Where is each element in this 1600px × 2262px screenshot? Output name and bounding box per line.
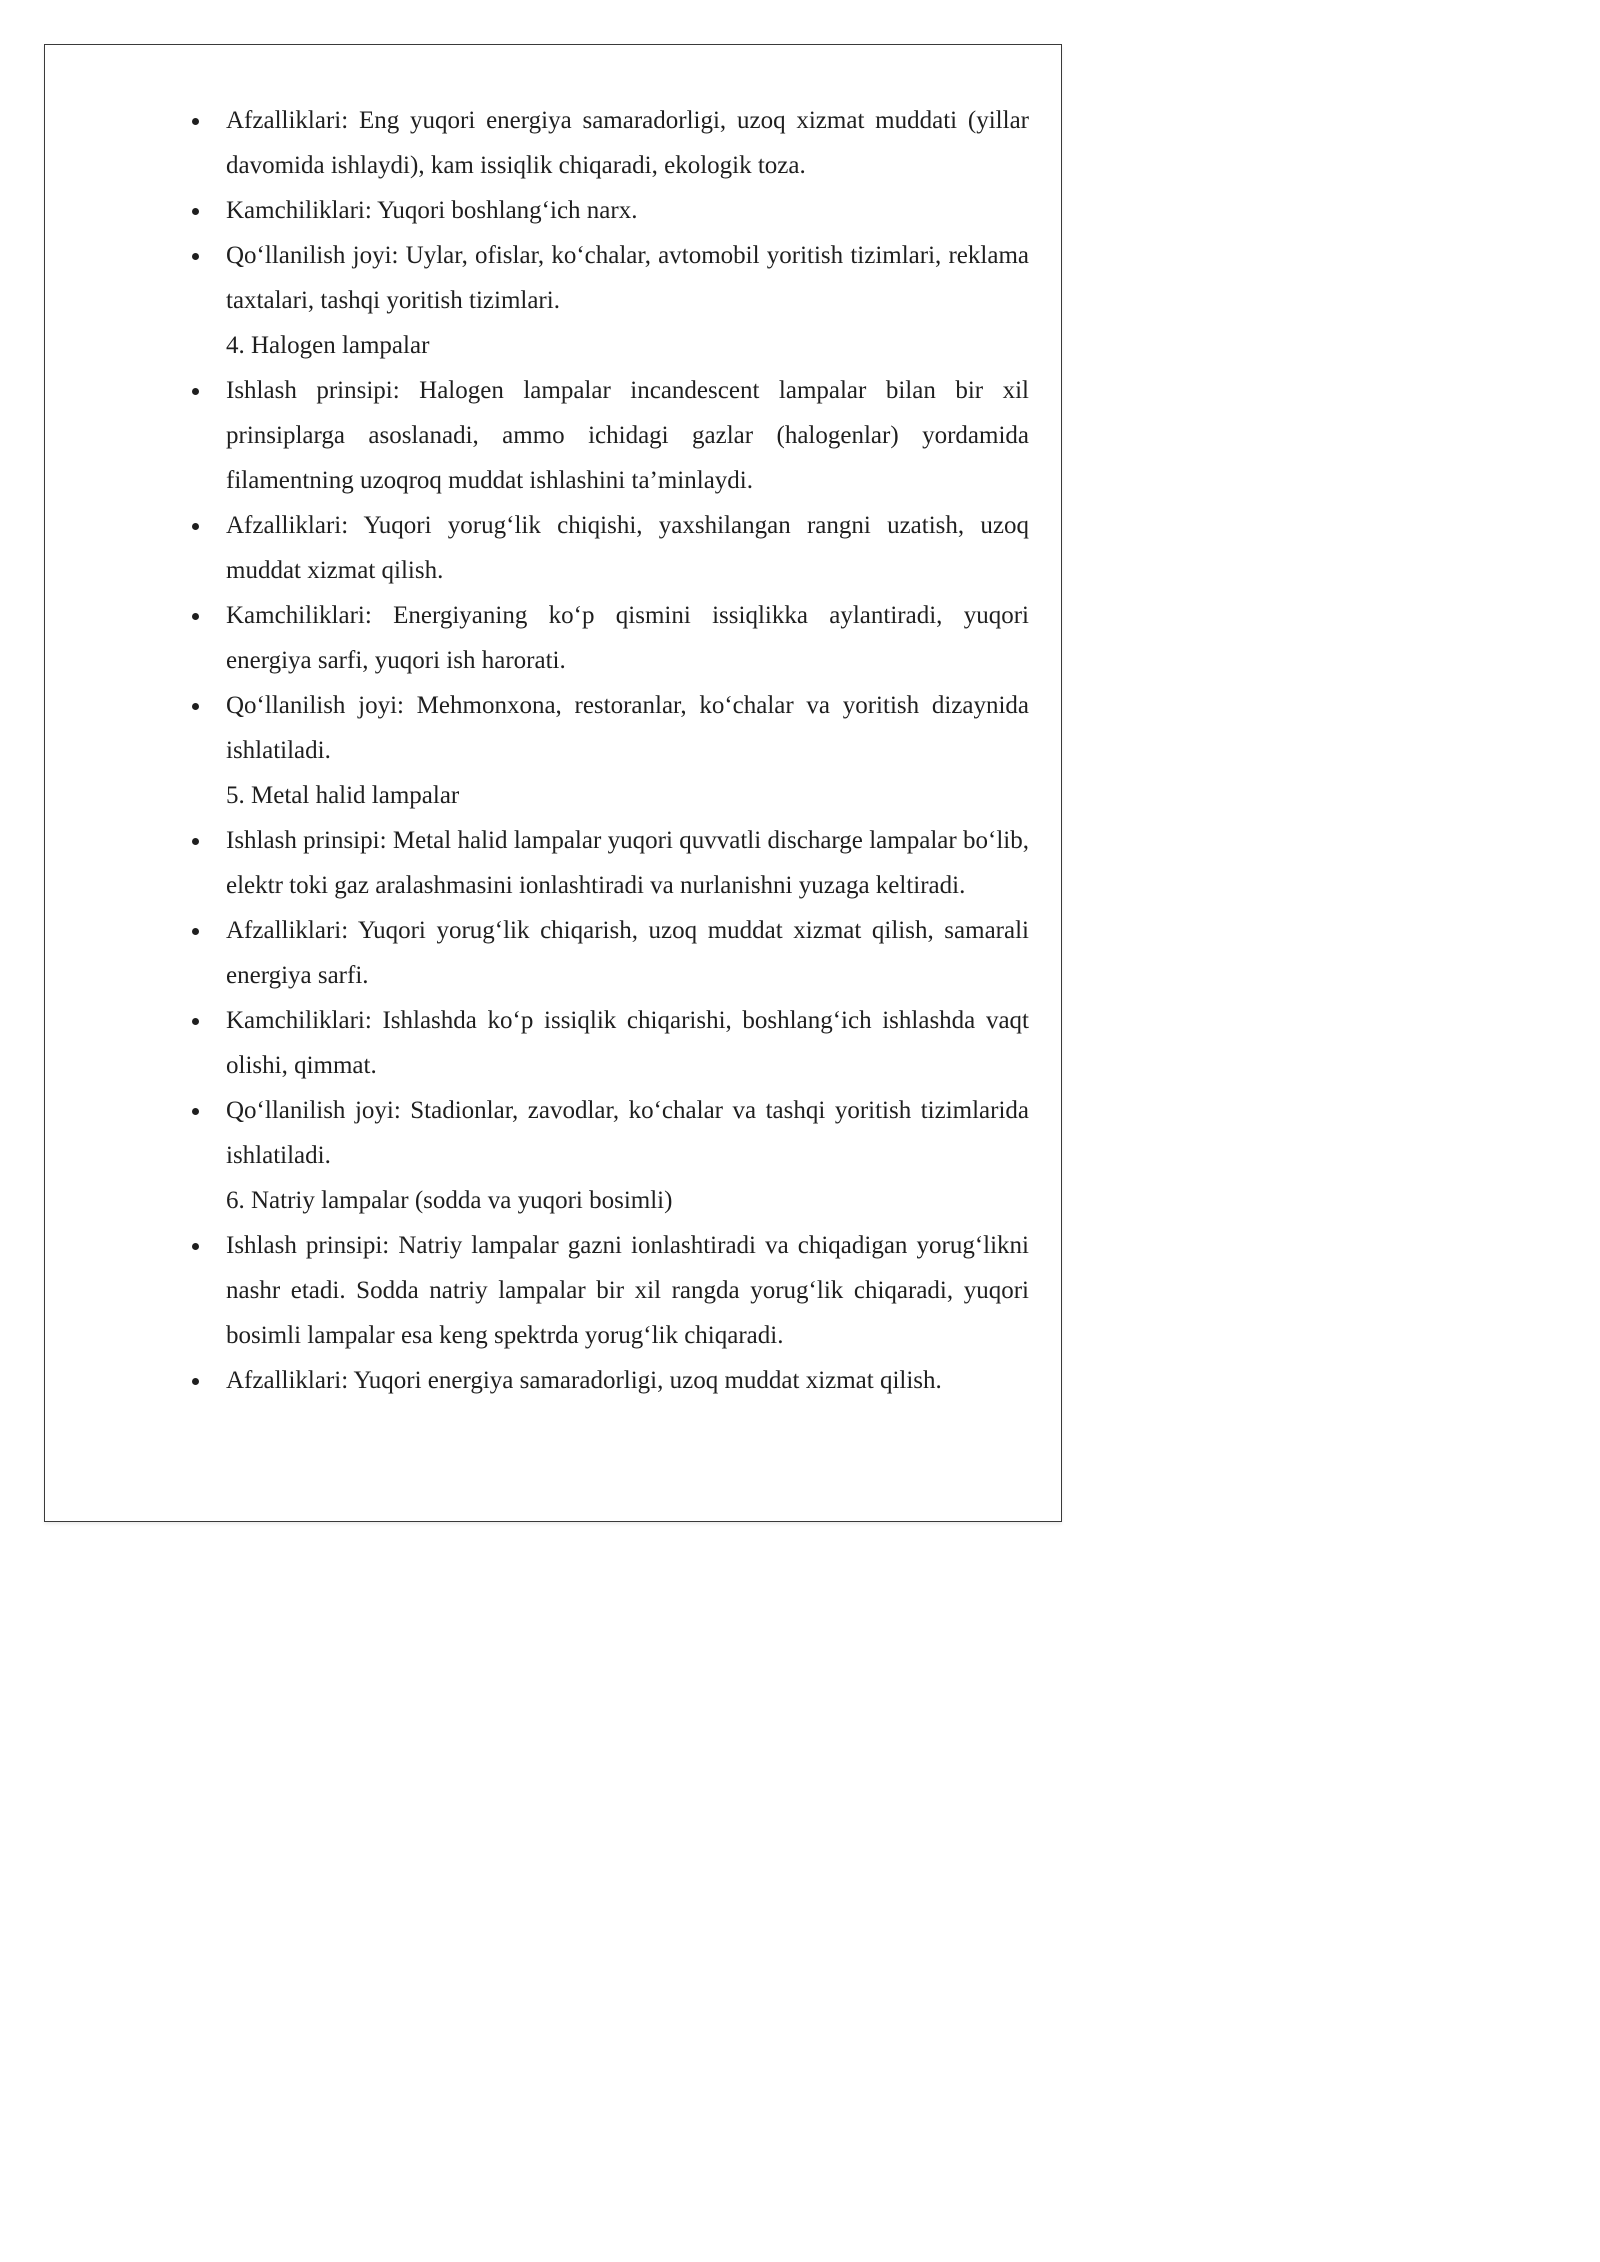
bullet-icon xyxy=(192,368,204,413)
list-item xyxy=(45,1358,1061,1403)
bullet-icon xyxy=(192,1358,204,1403)
paragraph-text: Afzalliklari: Yuqori energiya samaradorligi, uzoq muddat xizmat qilish. xyxy=(226,1367,942,1394)
section-heading: 6. Natriy lampalar (sodda va yuqori bosimli) xyxy=(226,1187,673,1214)
section-heading: 5. Metal halid lampalar xyxy=(226,782,460,809)
list-item xyxy=(45,908,1061,998)
list-item xyxy=(45,1223,1061,1358)
bullet-icon xyxy=(192,683,204,728)
paragraph-text: Kamchiliklari: Ishlashda ko‘p issiqlik chiqarishi, boshlang‘ich ishlashda vaqt olishi, qimmat. xyxy=(226,1007,1029,1079)
bullet-icon xyxy=(192,98,204,143)
document-page xyxy=(44,44,1062,1522)
paragraph-text: Qo‘llanilish joyi: Uylar, ofislar, ko‘chalar, avtomobil yoritish tizimlari, reklama taxtalari, tashqi yoritish tizimlari. xyxy=(226,242,1029,314)
bullet-icon xyxy=(192,1088,204,1133)
list-item xyxy=(45,233,1061,323)
paragraph-text: Ishlash prinsipi: Metal halid lampalar yuqori quvvatli discharge lampalar bo‘lib, elektr toki gaz aralashmasini ionlashtiradi va nurlanishni yuzaga keltiradi. xyxy=(226,827,1029,899)
paragraph-text: Kamchiliklari: Yuqori boshlang‘ich narx. xyxy=(226,197,638,224)
section-heading: 4. Halogen lampalar xyxy=(226,332,430,359)
list-item xyxy=(45,818,1061,908)
paragraph-text: Qo‘llanilish joyi: Mehmonxona, restoranlar, ko‘chalar va yoritish dizaynida ishlatiladi. xyxy=(226,692,1029,764)
bullet-icon xyxy=(192,233,204,278)
list-item xyxy=(45,593,1061,683)
bullet-icon xyxy=(192,818,204,863)
list-item xyxy=(45,683,1061,773)
bullet-icon xyxy=(192,503,204,548)
list-item xyxy=(45,368,1061,503)
list-item xyxy=(45,98,1061,188)
bullet-icon xyxy=(192,1223,204,1268)
paragraph-text: Qo‘llanilish joyi: Stadionlar, zavodlar, ko‘chalar va tashqi yoritish tizimlarida ishlatiladi. xyxy=(226,1097,1029,1169)
bullet-icon xyxy=(192,188,204,233)
page-content xyxy=(45,98,1061,1403)
paragraph-text: Kamchiliklari: Energiyaning ko‘p qismini issiqlikka aylantiradi, yuqori energiya sarfi, yuqori ish harorati. xyxy=(226,602,1029,674)
list-item xyxy=(45,998,1061,1088)
list-item xyxy=(45,188,1061,233)
paragraph-text: Afzalliklari: Yuqori yorug‘lik chiqishi, yaxshilangan rangni uzatish, uzoq muddat xizmat qilish. xyxy=(226,512,1029,584)
bullet-icon xyxy=(192,998,204,1043)
paragraph-text: Ishlash prinsipi: Halogen lampalar incandescent lampalar bilan bir xil prinsiplarga asoslanadi, ammo ichidagi gazlar (halogenlar) yordamida filamentning uzoqroq muddat ishlashini ta’minlaydi. xyxy=(226,377,1029,494)
paragraph-text: Afzalliklari: Eng yuqori energiya samaradorligi, uzoq xizmat muddati (yillar davomida ishlaydi), kam issiqlik chiqaradi, ekologik toza. xyxy=(226,107,1029,179)
list-item xyxy=(45,503,1061,593)
bullet-icon xyxy=(192,908,204,953)
paragraph-text: Afzalliklari: Yuqori yorug‘lik chiqarish, uzoq muddat xizmat qilish, samarali energiya sarfi. xyxy=(226,917,1029,989)
bullet-icon xyxy=(192,593,204,638)
list-item xyxy=(45,1088,1061,1178)
paragraph-text: Ishlash prinsipi: Natriy lampalar gazni ionlashtiradi va chiqadigan yorug‘likni nashr etadi. Sodda natriy lampalar bir xil rangda yorug‘lik chiqaradi, yuqori bosimli lampalar esa keng spektrda yorug‘lik chiqaradi. xyxy=(226,1232,1029,1349)
